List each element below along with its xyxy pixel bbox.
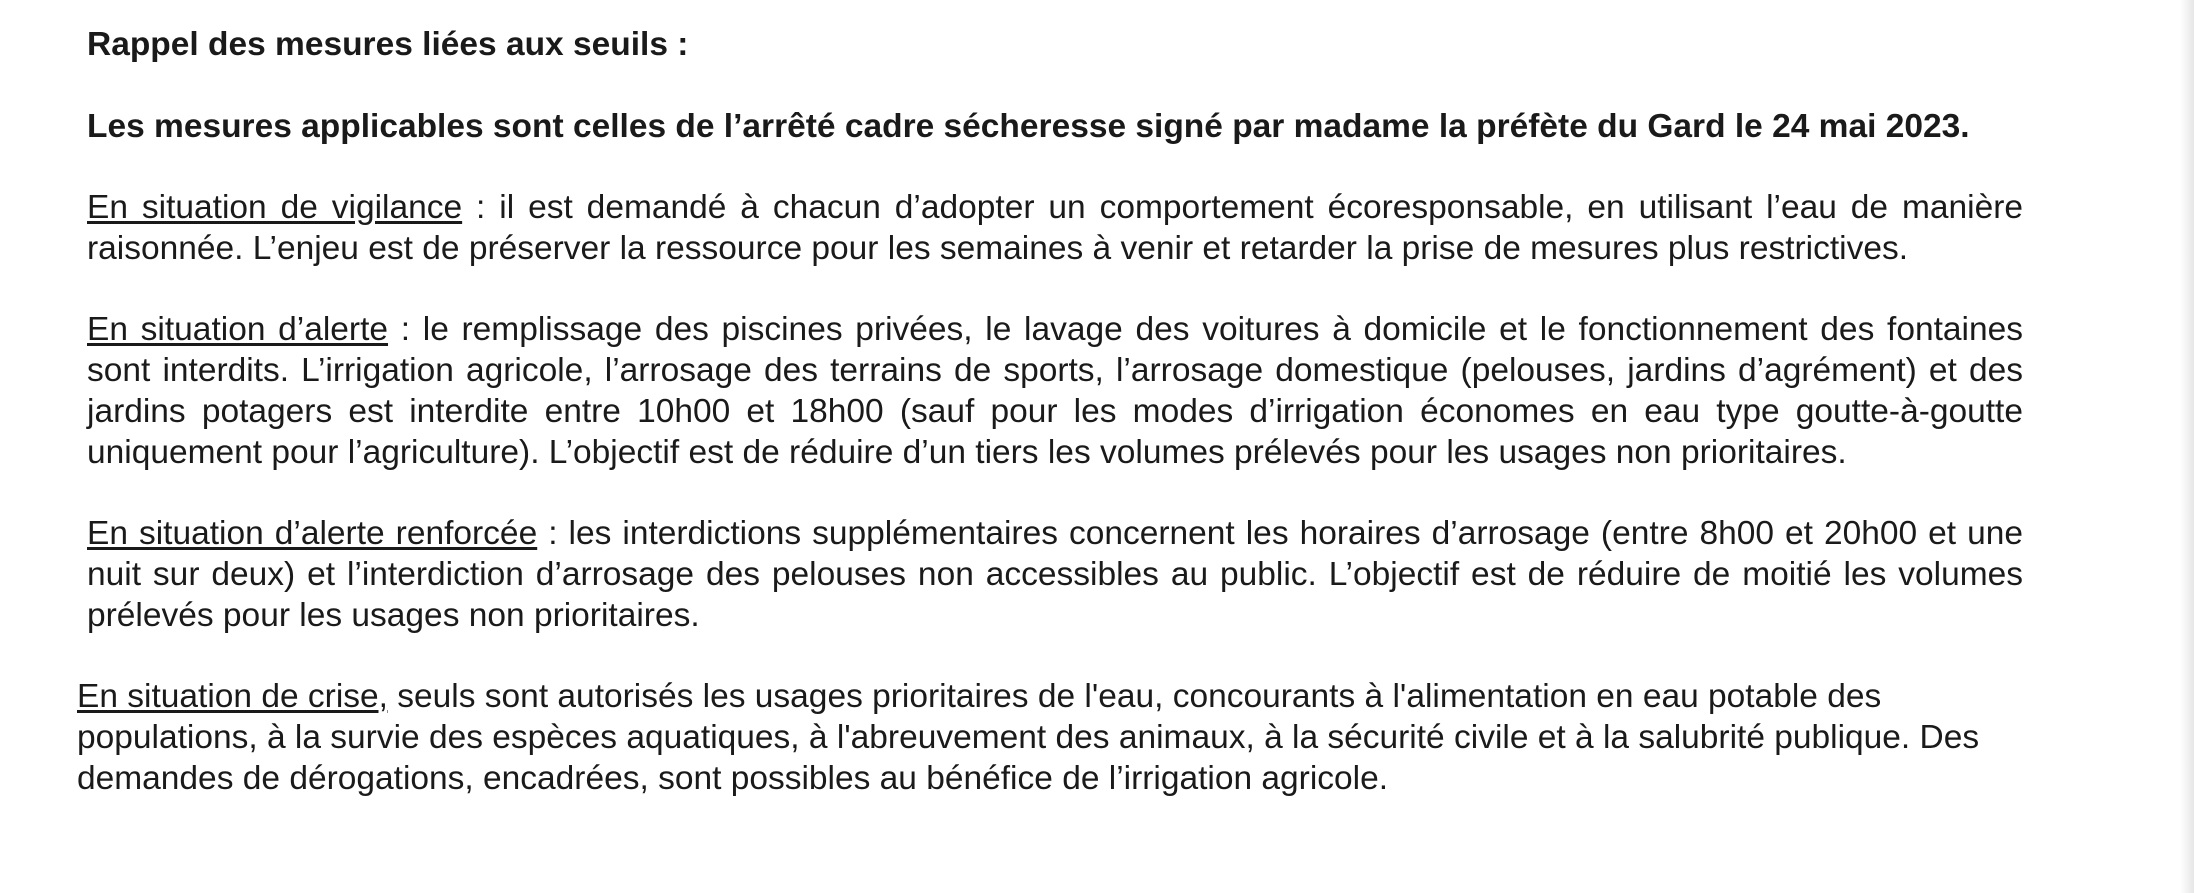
term-vigilance: En situation de vigilance xyxy=(87,189,463,226)
term-crise: En situation de crise, xyxy=(77,678,388,715)
paragraph-vigilance xyxy=(87,187,2023,269)
document-body xyxy=(77,24,2023,799)
intro-paragraph: Les mesures applicables sont celles de l’arrêté cadre sécheresse signé par madame la préfète du Gard le 24 mai 2023. xyxy=(87,108,1970,145)
paragraph-alerte xyxy=(87,309,2023,473)
text-vigilance: : il est demandé à chacun d’adopter un comportement écoresponsable, en utilisant l’eau de manière raisonnée. L’enjeu est de préserver la ressource pour les semaines à venir et retarder la prise de mesures plus restrictives. xyxy=(87,189,2023,267)
text-alerte: : le remplissage des piscines privées, le lavage des voitures à domicile et le fonctionnement des fontaines sont interdits. L’irrigation agricole, l’arrosage des terrains de sports, l’arrosage domestique (pelouses, jardins d’agrément) et des jardins potagers est interdite entre 10h00 et 18h00 (sauf pour les modes d’irrigation économes en eau type goutte-à-goutte uniquement pour l’agriculture). L’objectif est de réduire d’un tiers les volumes prélevés pour les usages non prioritaires. xyxy=(87,311,2023,471)
section-heading: Rappel des mesures liées aux seuils : xyxy=(87,26,689,63)
text-alerte-renforcee: : les interdictions supplémentaires concernent les horaires d’arrosage (entre 8h00 et 20h00 et une nuit sur deux) et l’interdiction d’arrosage des pelouses non accessibles au public. L’objectif est de réduire de moitié les volumes prélevés pour les usages non prioritaires. xyxy=(87,515,2023,634)
text-crise: seuls sont autorisés les usages prioritaires de l'eau, concourants à l'alimentation en eau potable des populations, à la survie des espèces aquatiques, à l'abreuvement des animaux, à la sécurité civile et à la salubrité publique. Des demandes de dérogations, encadrées, sont possibles au bénéfice de l’irrigation agricole. xyxy=(77,678,1980,797)
page-edge-shadow xyxy=(2180,0,2194,893)
paragraph-crise xyxy=(77,676,2023,799)
paragraph-alerte-renforcee xyxy=(87,513,2023,636)
term-alerte: En situation d’alerte xyxy=(87,311,389,348)
term-alerte-renforcee: En situation d’alerte renforcée xyxy=(87,515,538,552)
